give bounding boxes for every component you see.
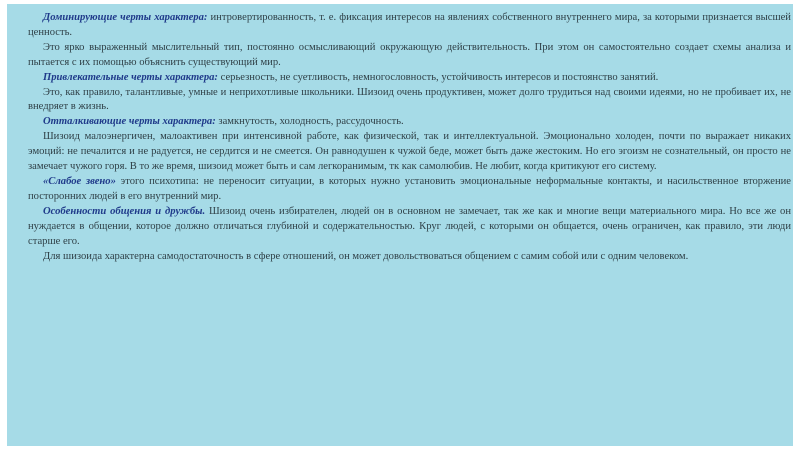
weak-link-text: этого психотипа: не переносит ситуации, в которых нужно установить эмоциональные неформальные контакты, и насильственное вторжение посторонних людей в его внутренний мир. [28, 175, 791, 202]
thinking-type-text: Это ярко выраженный мыслительный тип, постоянно осмысливающий окружающую действительность. При этом он самостоятельно создает схемы анализа и пытается с их помощью объяснить существующий мир. [28, 41, 791, 68]
dominant-traits-text: интровертированность, т. е. фиксация интересов на явлениях собственного внутреннего мира, за которыми признается высшей ценность. [28, 12, 791, 38]
paragraph-self-sufficiency [28, 250, 791, 265]
paragraph-weak-link [28, 175, 791, 205]
paragraph-attractive-traits [28, 71, 791, 86]
paragraph-communication [28, 205, 791, 250]
slide-text [28, 11, 791, 264]
dominant-traits-heading: Доминирующие черты характера: [43, 12, 208, 23]
slide [7, 4, 793, 446]
paragraph-talented-students [28, 86, 791, 116]
talented-students-text: Это, как правило, талантливые, умные и неприхотливые школьники. Шизоид очень продуктивен, может долго трудиться над своими идеями, но не пробивает их, не внедряет в жизнь. [28, 86, 791, 113]
paragraph-thinking-type [28, 41, 791, 71]
paragraph-dominant-traits [28, 11, 791, 41]
communication-heading: Особенности общения и дружбы. [43, 205, 206, 217]
paragraph-repelling-traits [28, 115, 791, 130]
attractive-traits-heading: Привлекательные черты характера: [43, 71, 218, 83]
paragraph-low-energy [28, 130, 791, 175]
attractive-traits-text: серьезность, не суетливость, немногословность, устойчивость интересов и постоянство занятий. [217, 71, 659, 83]
communication-text: Шизоид очень избирателен, людей он в основном не замечает, так же как и многие вещи материального мира. Но все же он нуждается в общении, которое должно отличаться глубиной и содержательностью. Круг людей, с которыми он общается, очень ограничен, как правило, эти люди старше его. [28, 205, 791, 247]
low-energy-text: Шизоид малоэнергичен, малоактивен при интенсивной работе, как физической, так и интеллектуальной. Эмоционально холоден, почти по выражает никаких эмоций: не печалится и не радуется, не сердится и не смеется. Он равнодушен к чужой беде, может быть даже жестоким. Но его эгоизм не сознательный, он просто не замечает чужого горя. В то же время, шизоид может быть и сам легкоранимым, тк как самолюбив. Не любит, когда критикуют его систему. [28, 131, 791, 173]
repelling-traits-heading: Отталкивающие черты характера: [43, 116, 216, 128]
weak-link-heading: «Слабое звено» [43, 175, 116, 187]
repelling-traits-text: замкнутость, холодность, рассудочность. [215, 116, 404, 128]
self-sufficiency-text: Для шизоида характерна самодостаточность в сфере отношений, он может довольствоваться общением с самим собой или с одним человеком. [43, 250, 689, 262]
